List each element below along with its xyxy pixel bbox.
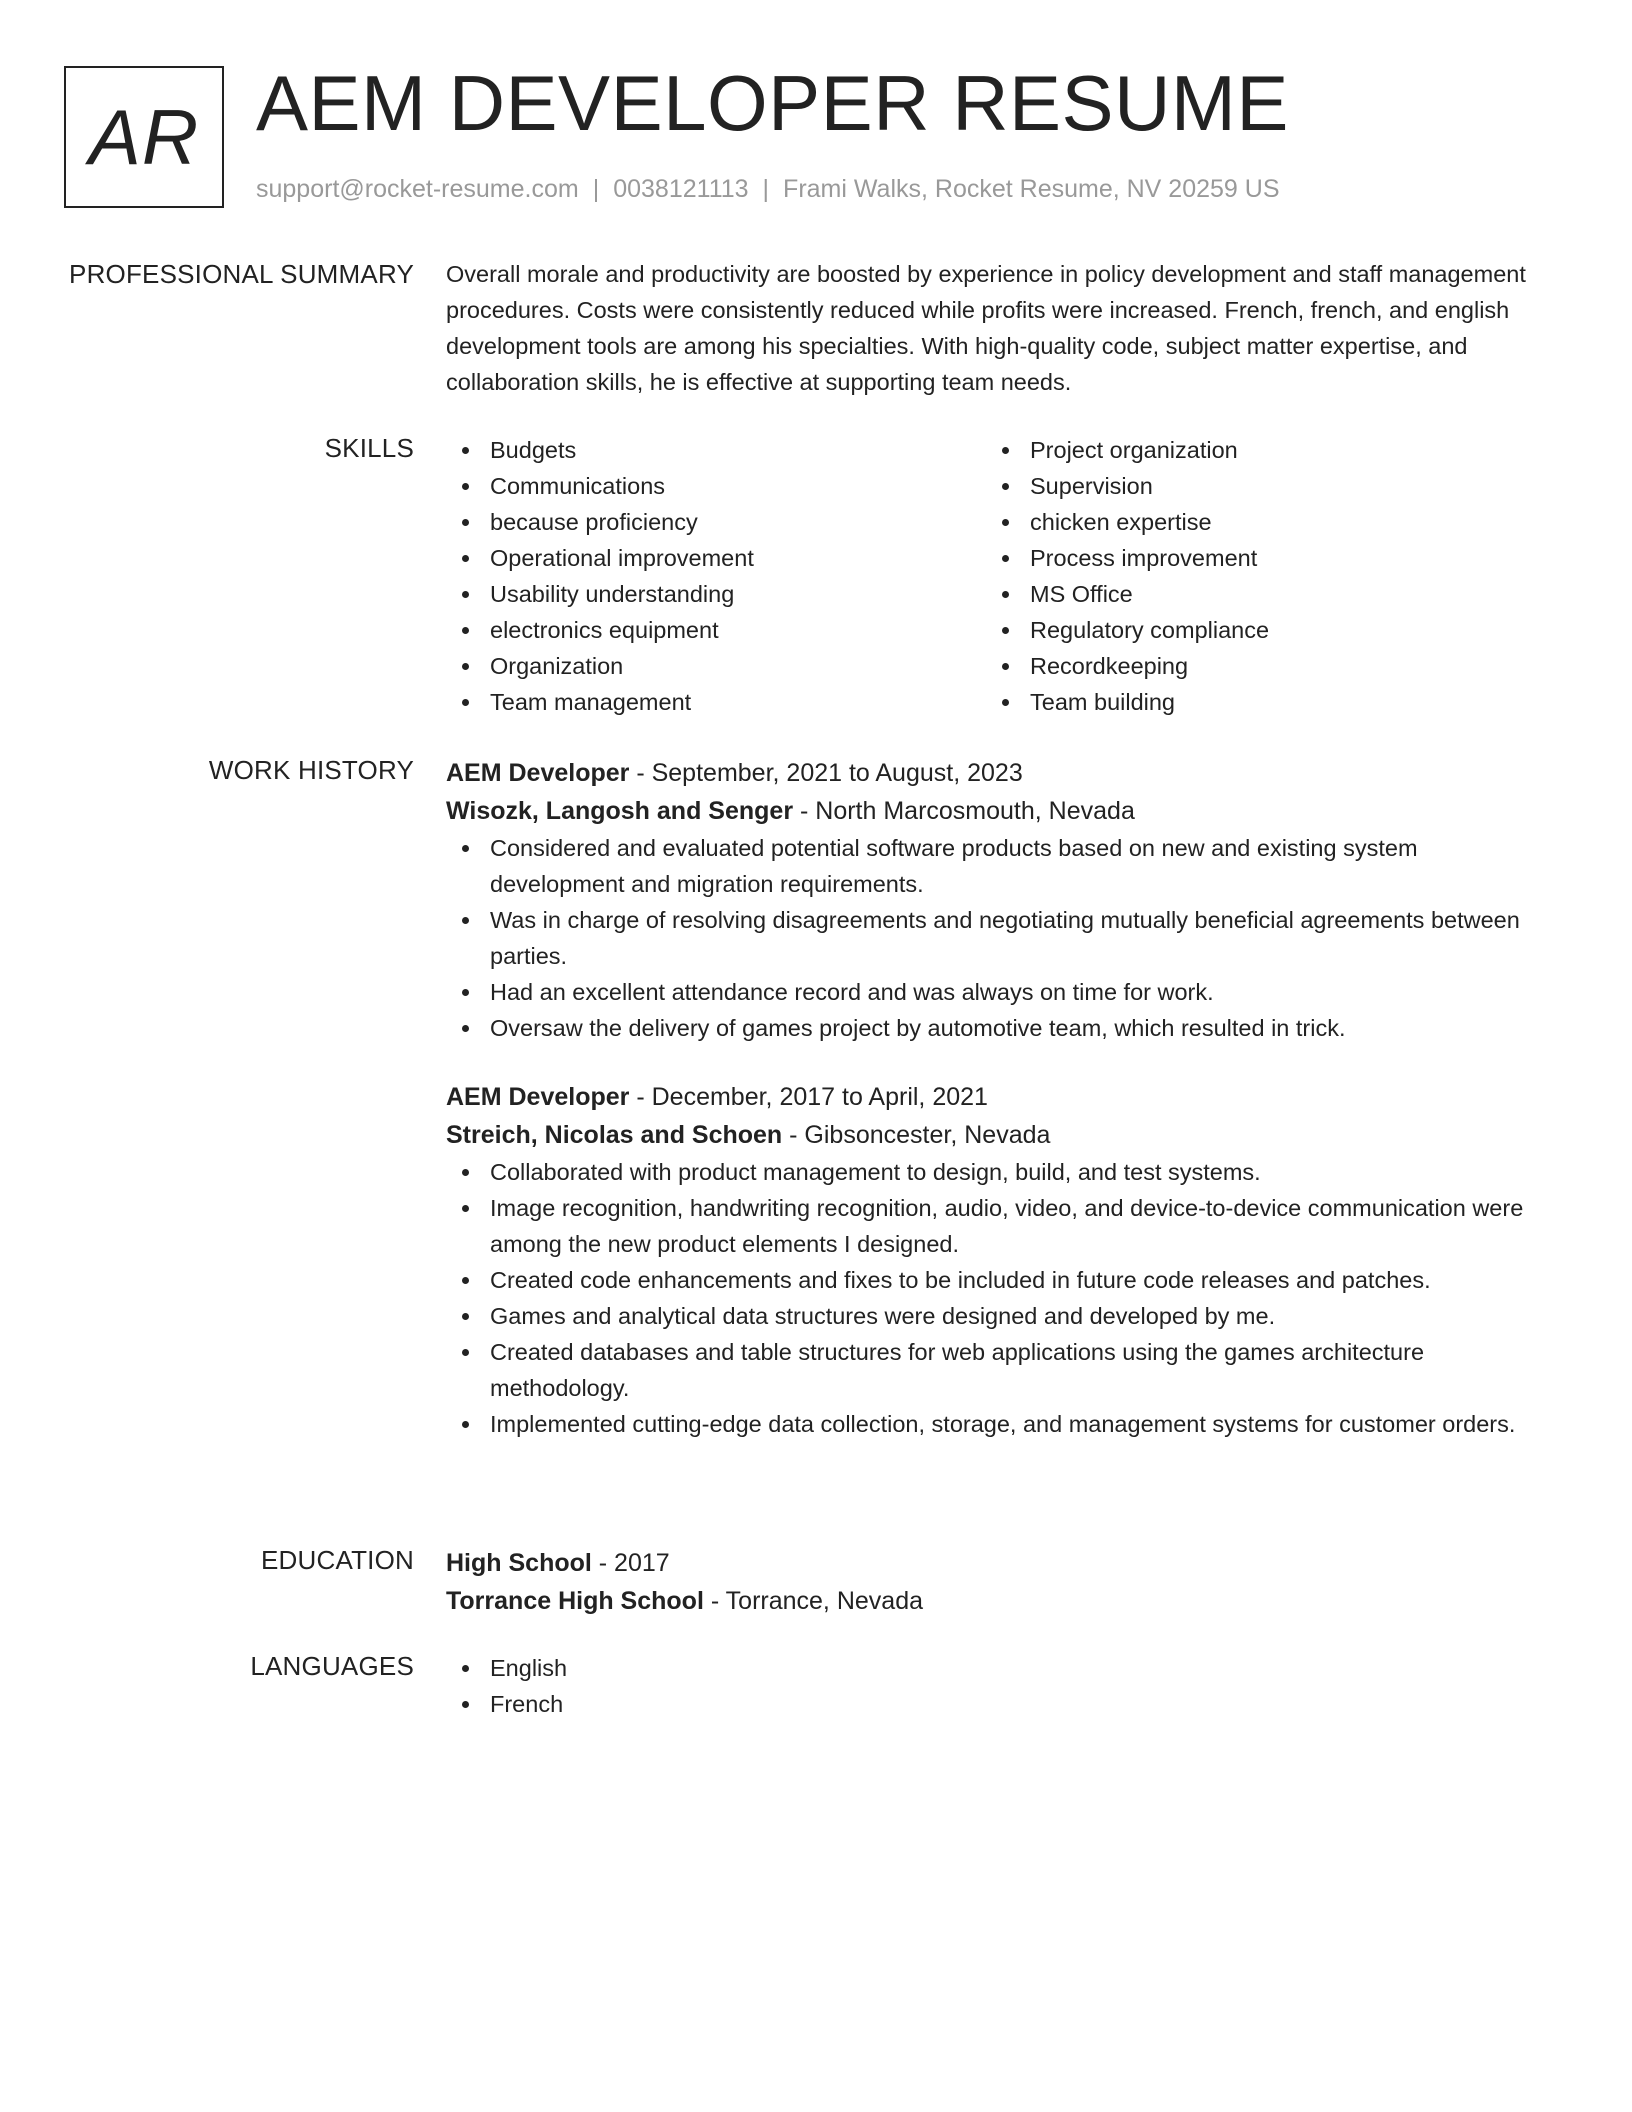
skills-body (446, 432, 1526, 720)
job-bullet: Image recognition, handwriting recognition, audio, video, and device-to-device communication were among the new product elements I designed. (446, 1190, 1526, 1262)
job-bullet: Oversaw the delivery of games project by automotive team, which resulted in trick. (446, 1010, 1526, 1046)
summary-body (446, 258, 1526, 402)
education-heading: EDUCATION (261, 1545, 414, 1575)
skill-item: Communications (446, 468, 986, 504)
job-bullet: Had an excellent attendance record and was always on time for work. (446, 974, 1526, 1010)
job-bullet: Games and analytical data structures were designed and developed by me. (446, 1298, 1526, 1334)
contact-address: Frami Walks, Rocket Resume, NV 20259 US (783, 175, 1280, 203)
job-entry (446, 754, 1526, 1046)
skills-right-list (986, 432, 1526, 720)
work-history-body (446, 754, 1526, 1474)
job-dates: - December, 2017 to April, 2021 (629, 1083, 988, 1111)
job-company-line (446, 792, 1526, 830)
job-bullet-list (446, 1154, 1526, 1442)
page-title: AEM DEVELOPER RESUME (256, 59, 1289, 147)
job-company-line (446, 1116, 1526, 1154)
monogram-initials: AR (88, 92, 200, 181)
skill-item: Process improvement (986, 540, 1526, 576)
skill-item: Team management (446, 684, 986, 720)
language-item: English (446, 1650, 1526, 1686)
contact-email[interactable]: support@rocket-resume.com (256, 175, 579, 203)
skill-item: Supervision (986, 468, 1526, 504)
job-dates: - September, 2021 to August, 2023 (629, 759, 1023, 787)
job-bullet-list (446, 830, 1526, 1046)
job-title-line (446, 1078, 1526, 1116)
job-title: AEM Developer (446, 759, 630, 787)
education-location: - Torrance, Nevada (703, 1587, 923, 1615)
skill-item: electronics equipment (446, 612, 986, 648)
skill-item: Team building (986, 684, 1526, 720)
skill-item: Usability understanding (446, 576, 986, 612)
languages-body (446, 1650, 1526, 1722)
monogram-logo (64, 66, 224, 208)
summary-heading: PROFESSIONAL SUMMARY (69, 259, 414, 289)
skills-heading: SKILLS (324, 433, 414, 463)
job-bullet: Was in charge of resolving disagreements and negotiating mutually beneficial agreements between parties. (446, 902, 1526, 974)
skill-item: MS Office (986, 576, 1526, 612)
skill-item: Organization (446, 648, 986, 684)
job-location: - North Marcosmouth, Nevada (793, 797, 1135, 825)
job-title-line (446, 754, 1526, 792)
skills-left-list (446, 432, 986, 720)
education-year: - 2017 (591, 1549, 670, 1577)
education-degree-line (446, 1544, 1526, 1582)
job-bullet: Created code enhancements and fixes to be included in future code releases and patches. (446, 1262, 1526, 1298)
contact-separator: | (592, 175, 600, 203)
languages-heading: LANGUAGES (250, 1651, 414, 1681)
skills-grid (446, 432, 1526, 720)
education-body (446, 1544, 1526, 1620)
job-bullet: Created databases and table structures for web applications using the games architecture methodology. (446, 1334, 1526, 1406)
skill-item: Budgets (446, 432, 986, 468)
job-location: - Gibsoncester, Nevada (782, 1121, 1051, 1149)
skill-item: because proficiency (446, 504, 986, 540)
summary-text: Overall morale and productivity are boosted by experience in policy development and staff management procedures. Costs were consistently reduced while profits were increased. French, french, and english development tools are among his specialties. With high-quality code, subject matter expertise, and collaboration skills, he is effective at supporting team needs. (446, 261, 1526, 395)
skill-item: chicken expertise (986, 504, 1526, 540)
job-title: AEM Developer (446, 1083, 630, 1111)
languages-list (446, 1650, 1526, 1722)
language-item: French (446, 1686, 1526, 1722)
job-bullet: Implemented cutting-edge data collection, storage, and management systems for customer orders. (446, 1406, 1526, 1442)
education-school: Torrance High School (446, 1587, 704, 1615)
education-school-line (446, 1582, 1526, 1620)
contact-line (256, 174, 1280, 204)
skill-item: Project organization (986, 432, 1526, 468)
job-entry (446, 1078, 1526, 1442)
skill-item: Operational improvement (446, 540, 986, 576)
skill-item: Recordkeeping (986, 648, 1526, 684)
job-company: Wisozk, Langosh and Senger (446, 797, 794, 825)
job-bullet: Collaborated with product management to design, build, and test systems. (446, 1154, 1526, 1190)
job-company: Streich, Nicolas and Schoen (446, 1121, 783, 1149)
contact-phone[interactable]: 0038121113 (613, 175, 749, 203)
contact-separator: | (762, 175, 770, 203)
education-degree: High School (446, 1549, 592, 1577)
work-history-heading: WORK HISTORY (208, 755, 414, 785)
skill-item: Regulatory compliance (986, 612, 1526, 648)
job-bullet: Considered and evaluated potential software products based on new and existing system development and migration requirements. (446, 830, 1526, 902)
